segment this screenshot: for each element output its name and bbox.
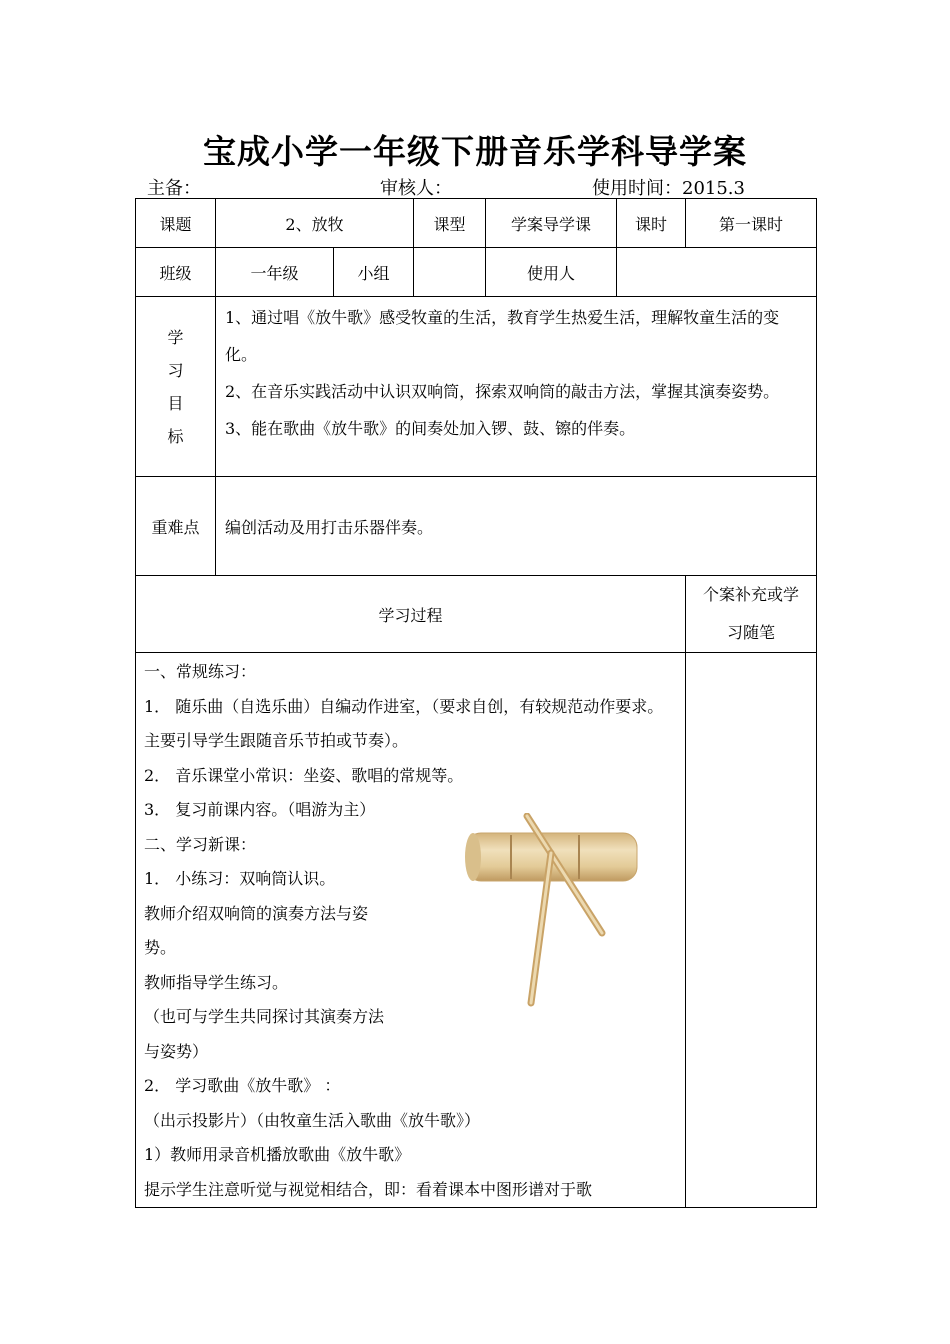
type-label: 课型: [414, 199, 486, 248]
process-line: 1． 小练习：双响筒认识。: [144, 869, 336, 888]
topic-label: 课题: [136, 199, 216, 248]
notes-header-line: 习随笔: [726, 623, 775, 642]
user-value: [617, 248, 817, 297]
class-label: 班级: [136, 248, 216, 297]
goals-label: [136, 297, 216, 477]
difficulty-text: 编创活动及用打击乐器伴奏。: [216, 477, 817, 576]
process-line: 教师指导学生练习。: [144, 972, 289, 992]
class-value: 一年级: [216, 248, 334, 297]
type-value: 学案导学课: [486, 199, 617, 248]
difficulty-label: 重难点: [136, 477, 216, 576]
goals-content: [216, 297, 817, 477]
process-line: 二、学习新课：: [144, 834, 257, 854]
user-label: 使用人: [486, 248, 617, 297]
group-label: 小组: [334, 248, 414, 297]
period-value: 第一课时: [686, 199, 817, 248]
process-line: 2． 学习歌曲《放牛歌》 ：: [144, 1076, 341, 1095]
process-line: 一、常规练习：: [144, 662, 257, 681]
goal-item: 2、在音乐实践活动中认识双响筒，探索双响筒的敲击方法，掌握其演奏姿势。: [225, 382, 780, 401]
group-value: [414, 248, 486, 297]
process-line: 2． 音乐课堂小常识：坐姿、歌唱的常规等。: [144, 765, 464, 785]
process-line: 势。: [144, 938, 177, 957]
document-title: 宝成小学一年级下册音乐学科导学案: [203, 132, 747, 171]
preparer-label: 主备：: [147, 178, 201, 199]
goal-item: 1、通过唱《放牛歌》感受牧童的生活，教育学生热爱生活，理解牧童生活的变化。: [225, 308, 780, 364]
process-line: 与姿势）: [144, 1041, 209, 1061]
notes-header-line: 个案补充或学: [702, 585, 799, 604]
process-line: （也可与学生共同探讨其演奏方法: [144, 1007, 385, 1026]
process-line: 1． 随乐曲（自选乐曲）自编动作进室，（要求自创，有较规范动作要求。主要引导学生跟随音乐节拍或节奏）。: [144, 696, 664, 750]
date-label: 使用时间：2015.3: [592, 178, 745, 199]
process-line: 1）教师用录音机播放歌曲《放牛歌》: [144, 1145, 411, 1164]
wood-block-image: [459, 813, 644, 1018]
goals-label-char: 标: [167, 426, 184, 446]
process-line: 教师介绍双响筒的演奏方法与姿: [144, 903, 369, 923]
lesson-plan-table: [135, 198, 817, 1208]
notes-header: [686, 576, 817, 653]
period-label: 课时: [617, 199, 686, 248]
process-line: 提示学生注意听觉与视觉相结合，即：看着课本中图形谱对于歌: [144, 1179, 593, 1199]
goals-label-char: 习: [167, 360, 184, 380]
reviewer-label: 审核人：: [380, 178, 452, 199]
process-line: 3． 复习前课内容。（唱游为主）: [144, 800, 376, 819]
goals-label-char: 学: [167, 327, 184, 347]
wood-block-illustration: [459, 813, 644, 1018]
goal-item: 3、能在歌曲《放牛歌》的间奏处加入锣、鼓、镲的伴奏。: [225, 419, 636, 438]
topic-value: 2、放牧: [216, 199, 414, 248]
notes-column: [686, 653, 817, 1208]
process-line: （出示投影片）（由牧童生活入歌曲《放牛歌》）: [144, 1110, 481, 1130]
process-content: [136, 653, 686, 1208]
goals-label-char: 目: [167, 393, 184, 413]
process-header: 学习过程: [136, 576, 686, 653]
